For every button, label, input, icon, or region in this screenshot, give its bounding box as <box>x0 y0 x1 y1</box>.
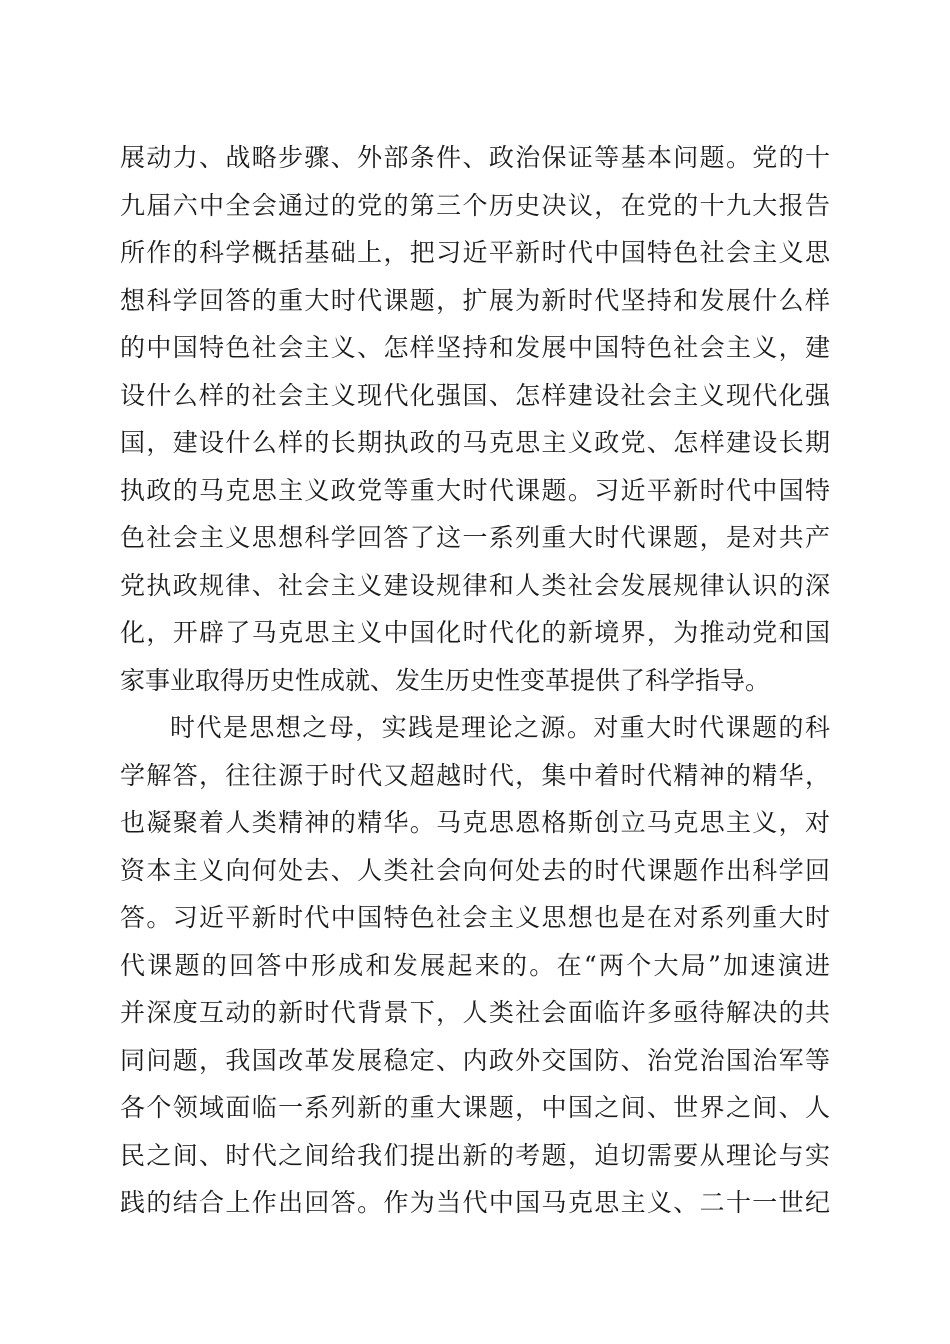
text-line: 也凝聚着人类精神的精华。马克思恩格斯创立马克思主义，对 <box>120 808 830 837</box>
text-line: 九届六中全会通过的党的第三个历史决议，在党的十九大报告 <box>120 190 830 220</box>
text-line: 执政的马克思主义政党等重大时代课题。习近平新时代中国特 <box>120 475 830 505</box>
text-line: 代课题的回答中形成和发展起来的。在“两个大局”加速演进 <box>120 950 830 980</box>
text-line: 学解答，往往源于时代又超越时代，集中着时代精神的精华， <box>120 760 830 790</box>
text-line: 化，开辟了马克思主义中国化时代化的新境界，为推动党和国 <box>120 618 830 647</box>
text-line: 同问题，我国改革发展稳定、内政外交国防、治党治国治军等 <box>120 1045 830 1075</box>
text-line: 践的结合上作出回答。作为当代中国马克思主义、二十一世纪 <box>120 1188 830 1217</box>
text-line: 家事业取得历史性成就、发生历史性变革提供了科学指导。 <box>120 665 771 695</box>
text-line: 党执政规律、社会主义建设规律和人类社会发展规律认识的深 <box>120 570 830 600</box>
text-line: 设什么样的社会主义现代化强国、怎样建设社会主义现代化强 <box>120 380 830 410</box>
text-line: 所作的科学概括基础上，把习近平新时代中国特色社会主义思 <box>120 238 830 267</box>
text-line: 各个领域面临一系列新的重大课题，中国之间、世界之间、人 <box>120 1093 830 1122</box>
text-line: 资本主义向何处去、人类社会向何处去的时代课题作出科学回 <box>120 855 830 885</box>
text-line: 想科学回答的重大时代课题，扩展为新时代坚持和发展什么样 <box>120 285 830 315</box>
text-line: 时代是思想之母，实践是理论之源。对重大时代课题的科 <box>170 713 830 742</box>
text-line: 的中国特色社会主义、怎样坚持和发展中国特色社会主义，建 <box>120 333 830 362</box>
text-line: 并深度互动的新时代背景下，人类社会面临许多亟待解决的共 <box>120 998 830 1027</box>
paragraph-1 <box>120 134 830 704</box>
paragraph-2 <box>120 704 830 1227</box>
text-line: 展动力、战略步骤、外部条件、政治保证等基本问题。党的十 <box>120 143 830 172</box>
text-line: 答。习近平新时代中国特色社会主义思想也是在对系列重大时 <box>120 903 830 932</box>
body-text <box>120 134 830 1227</box>
text-line: 国，建设什么样的长期执政的马克思主义政党、怎样建设长期 <box>120 428 830 457</box>
text-line: 民之间、时代之间给我们提出新的考题，迫切需要从理论与实 <box>120 1140 830 1170</box>
text-line: 色社会主义思想科学回答了这一系列重大时代课题，是对共产 <box>120 523 830 552</box>
